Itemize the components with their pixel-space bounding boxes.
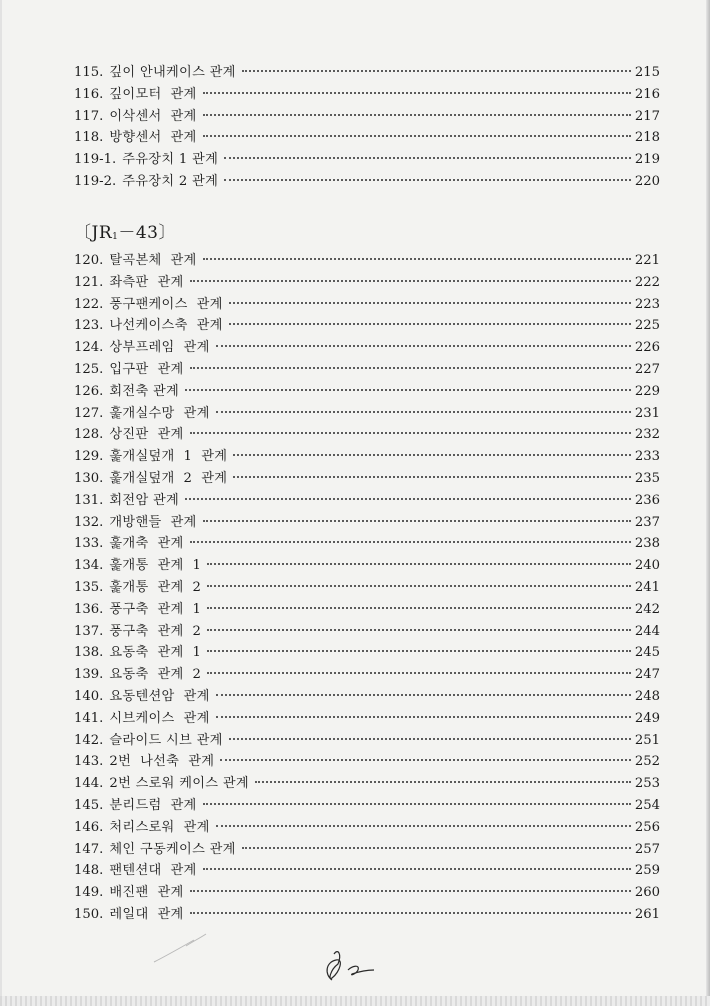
toc-entry — [74, 817, 660, 839]
entry-title: 풍구축 관계 2 — [109, 623, 202, 639]
entry-title: 요동축 관계 1 — [109, 645, 202, 661]
dot-leader — [190, 540, 631, 543]
toc-entry — [74, 294, 660, 316]
dot-leader — [242, 846, 631, 849]
entry-title: 체인 구동케이스 관계 — [109, 841, 236, 857]
dot-leader — [203, 802, 631, 805]
dot-leader — [216, 693, 631, 696]
entry-title: 상부프레임 관계 — [109, 340, 210, 356]
dot-leader — [229, 737, 631, 740]
dot-leader — [229, 301, 631, 304]
toc-entry — [74, 359, 660, 381]
toc-entry — [74, 106, 660, 128]
entry-page-number: 221 — [634, 253, 660, 268]
entry-number: 118. — [74, 130, 104, 146]
entry-number: 125. — [74, 361, 104, 377]
entry-page-number: 241 — [634, 579, 660, 595]
dot-leader — [255, 780, 631, 783]
toc-entry — [74, 664, 660, 686]
toc-entry — [74, 860, 660, 882]
entry-page-number: 259 — [634, 863, 660, 879]
entry-title: 깊이모터 관계 — [109, 86, 197, 102]
entry-page-number: 223 — [634, 296, 660, 312]
entry-number: 120. — [74, 253, 104, 268]
toc-entry — [74, 577, 660, 599]
dot-leader — [224, 178, 631, 181]
entry-page-number: 245 — [634, 645, 660, 661]
entry-number: 150. — [74, 906, 104, 922]
dot-leader — [207, 562, 631, 565]
toc-entry — [74, 751, 660, 773]
entry-number: 135. — [74, 579, 104, 595]
toc-entry — [74, 773, 660, 795]
dot-leader — [190, 431, 631, 434]
entry-number: 128. — [74, 427, 104, 443]
entry-page-number: 219 — [634, 152, 660, 168]
dot-leader — [190, 366, 631, 369]
entry-number: 130. — [74, 470, 104, 486]
entry-title: 훑개실덮개 1 관계 — [109, 449, 228, 465]
toc-entry — [74, 621, 660, 643]
entry-page-number: 232 — [634, 427, 660, 443]
entry-page-number: 218 — [634, 130, 660, 146]
toc-entry — [74, 403, 660, 425]
entry-title: 회전축 관계 — [109, 383, 180, 399]
entry-title: 분리드럼 관계 — [109, 797, 197, 813]
toc-entry — [74, 599, 660, 621]
entry-number: 146. — [74, 819, 104, 835]
toc-group-1 — [74, 62, 660, 193]
entry-title: 배진팬 관계 — [109, 885, 184, 901]
dot-leader — [203, 519, 631, 522]
entry-number: 138. — [74, 645, 104, 661]
entry-title: 좌측판 관계 — [109, 274, 184, 290]
entry-title: 팬텐션대 관계 — [109, 863, 197, 879]
entry-page-number: 222 — [634, 274, 660, 290]
entry-number: 133. — [74, 536, 104, 552]
entry-page-number: 260 — [634, 885, 660, 901]
toc-entry — [74, 642, 660, 664]
entry-title: 2번 스로워 케이스 관계 — [109, 776, 249, 792]
entry-number: 132. — [74, 514, 104, 530]
toc-entry — [74, 686, 660, 708]
entry-page-number: 220 — [634, 173, 660, 189]
dot-leader — [216, 715, 631, 718]
dot-leader — [203, 113, 631, 116]
toc-entry — [74, 272, 660, 294]
entry-number: 136. — [74, 601, 104, 617]
dot-leader — [203, 134, 631, 137]
entry-title: 주유장치 1 관계 — [122, 152, 219, 168]
toc-entry — [74, 337, 660, 359]
entry-page-number: 235 — [634, 470, 660, 486]
entry-page-number: 257 — [634, 841, 660, 857]
entry-number: 144. — [74, 776, 104, 792]
toc-group-2 — [74, 218, 660, 926]
dot-leader — [203, 91, 631, 94]
entry-number: 131. — [74, 492, 104, 508]
pencil-mark — [150, 930, 210, 966]
toc-entry — [74, 149, 660, 171]
entry-page-number: 252 — [634, 754, 660, 770]
dot-leader — [190, 279, 631, 282]
section-heading-open: 〔JR — [74, 223, 113, 243]
toc-entry — [74, 730, 660, 752]
entry-title: 나선케이스축 관계 — [109, 318, 223, 334]
entry-number: 123. — [74, 318, 104, 334]
entry-number: 119-1. — [74, 152, 117, 168]
entry-page-number: 256 — [634, 819, 660, 835]
toc-entry — [74, 882, 660, 904]
scan-edge-bottom — [0, 996, 710, 1006]
entry-page-number: 216 — [634, 86, 660, 102]
entry-title: 탈곡본체 관계 — [109, 253, 197, 268]
entry-number: 137. — [74, 623, 104, 639]
entry-number: 116. — [74, 86, 104, 102]
dot-leader — [207, 671, 631, 674]
toc-entry — [74, 315, 660, 337]
entry-page-number: 236 — [634, 492, 660, 508]
entry-title: 훑개실수망 관계 — [109, 405, 210, 421]
entry-title: 요동축 관계 2 — [109, 667, 202, 683]
toc-entry — [74, 250, 660, 272]
dot-leader — [185, 497, 631, 500]
entry-title: 레일대 관계 — [109, 906, 184, 922]
toc-entry — [74, 381, 660, 403]
dot-leader — [220, 758, 631, 761]
toc-entry — [74, 512, 660, 534]
entry-page-number: 254 — [634, 797, 660, 813]
toc-entry — [74, 795, 660, 817]
entry-title: 훑개축 관계 — [109, 536, 184, 552]
entry-number: 141. — [74, 710, 104, 726]
entry-page-number: 242 — [634, 601, 660, 617]
entry-page-number: 248 — [634, 688, 660, 704]
entry-page-number: 227 — [634, 361, 660, 377]
entry-number: 122. — [74, 296, 104, 312]
dot-leader — [216, 410, 631, 413]
entry-title: 깊이 안내케이스 관계 — [109, 65, 236, 80]
entry-title: 풍구축 관계 1 — [109, 601, 202, 617]
toc-group-2-rows — [74, 250, 660, 926]
entry-number: 117. — [74, 108, 104, 124]
dot-leader — [207, 649, 631, 652]
scan-edge-right — [706, 0, 710, 1006]
entry-number: 140. — [74, 688, 104, 704]
dot-leader — [229, 322, 631, 325]
toc-entry — [74, 171, 660, 193]
dot-leader — [203, 867, 631, 870]
entry-number: 149. — [74, 885, 104, 901]
dot-leader — [207, 628, 631, 631]
entry-title: 개방핸들 관계 — [109, 514, 197, 530]
entry-title: 슬라이드 시브 관계 — [109, 732, 223, 748]
entry-title: 2번 나선축 관계 — [109, 754, 215, 770]
dot-leader — [207, 606, 631, 609]
handwritten-signature — [318, 944, 388, 984]
entry-page-number: 261 — [634, 906, 660, 922]
toc-entry — [74, 446, 660, 468]
entry-number: 145. — [74, 797, 104, 813]
entry-page-number: 229 — [634, 383, 660, 399]
toc-entry — [74, 490, 660, 512]
scan-edge-left — [0, 0, 2, 1006]
entry-number: 119-2. — [74, 173, 117, 189]
entry-title: 주유장치 2 관계 — [122, 173, 219, 189]
dot-leader — [224, 156, 631, 159]
section-heading-close: －43〕 — [118, 223, 176, 243]
entry-title: 이삭센서 관계 — [109, 108, 197, 124]
entry-title: 처리스로워 관계 — [109, 819, 210, 835]
entry-number: 148. — [74, 863, 104, 879]
entry-number: 124. — [74, 340, 104, 356]
entry-page-number: 238 — [634, 536, 660, 552]
toc-entry — [74, 708, 660, 730]
entry-page-number: 237 — [634, 514, 660, 530]
entry-number: 142. — [74, 732, 104, 748]
entry-page-number: 233 — [634, 449, 660, 465]
entry-title: 시브케이스 관계 — [109, 710, 210, 726]
dot-leader — [233, 475, 631, 478]
entry-title: 회전암 관계 — [109, 492, 180, 508]
entry-number: 115. — [74, 65, 104, 80]
toc-entry — [74, 62, 660, 84]
entry-page-number: 251 — [634, 732, 660, 748]
entry-number: 147. — [74, 841, 104, 857]
entry-number: 126. — [74, 383, 104, 399]
entry-page-number: 253 — [634, 776, 660, 792]
entry-page-number: 215 — [634, 65, 660, 80]
entry-number: 121. — [74, 274, 104, 290]
entry-number: 139. — [74, 667, 104, 683]
dot-leader — [190, 911, 631, 914]
toc-entry — [74, 839, 660, 861]
toc-entry — [74, 555, 660, 577]
entry-number: 127. — [74, 405, 104, 421]
entry-title: 풍구팬케이스 관계 — [109, 296, 223, 312]
entry-title: 상진판 관계 — [109, 427, 184, 443]
entry-title: 훑개통 관계 2 — [109, 579, 202, 595]
entry-number: 143. — [74, 754, 104, 770]
toc-entry — [74, 468, 660, 490]
toc-entry — [74, 533, 660, 555]
entry-number: 134. — [74, 558, 104, 574]
entry-page-number: 240 — [634, 558, 660, 574]
dot-leader — [233, 453, 631, 456]
entry-title: 훑개통 관계 1 — [109, 558, 202, 574]
entry-title: 입구판 관계 — [109, 361, 184, 377]
entry-title: 훑개실덮개 2 관계 — [109, 470, 228, 486]
dot-leader — [207, 584, 631, 587]
entry-page-number: 226 — [634, 340, 660, 356]
entry-number: 129. — [74, 449, 104, 465]
entry-title: 요동텐션암 관계 — [109, 688, 210, 704]
entry-page-number: 247 — [634, 667, 660, 683]
dot-leader — [216, 824, 631, 827]
dot-leader — [203, 257, 631, 260]
entry-page-number: 217 — [634, 108, 660, 124]
entry-page-number: 249 — [634, 710, 660, 726]
entry-page-number: 244 — [634, 623, 660, 639]
dot-leader — [190, 889, 631, 892]
entry-title: 방향센서 관계 — [109, 130, 197, 146]
section-heading-subscript: 1 — [112, 232, 119, 242]
section-heading — [74, 218, 660, 248]
toc-entry — [74, 904, 660, 926]
toc-entry — [74, 127, 660, 149]
entry-page-number: 231 — [634, 405, 660, 421]
dot-leader — [242, 69, 631, 72]
toc-entry — [74, 84, 660, 106]
toc-entry — [74, 424, 660, 446]
dot-leader — [185, 388, 631, 391]
entry-page-number: 225 — [634, 318, 660, 334]
dot-leader — [216, 344, 631, 347]
